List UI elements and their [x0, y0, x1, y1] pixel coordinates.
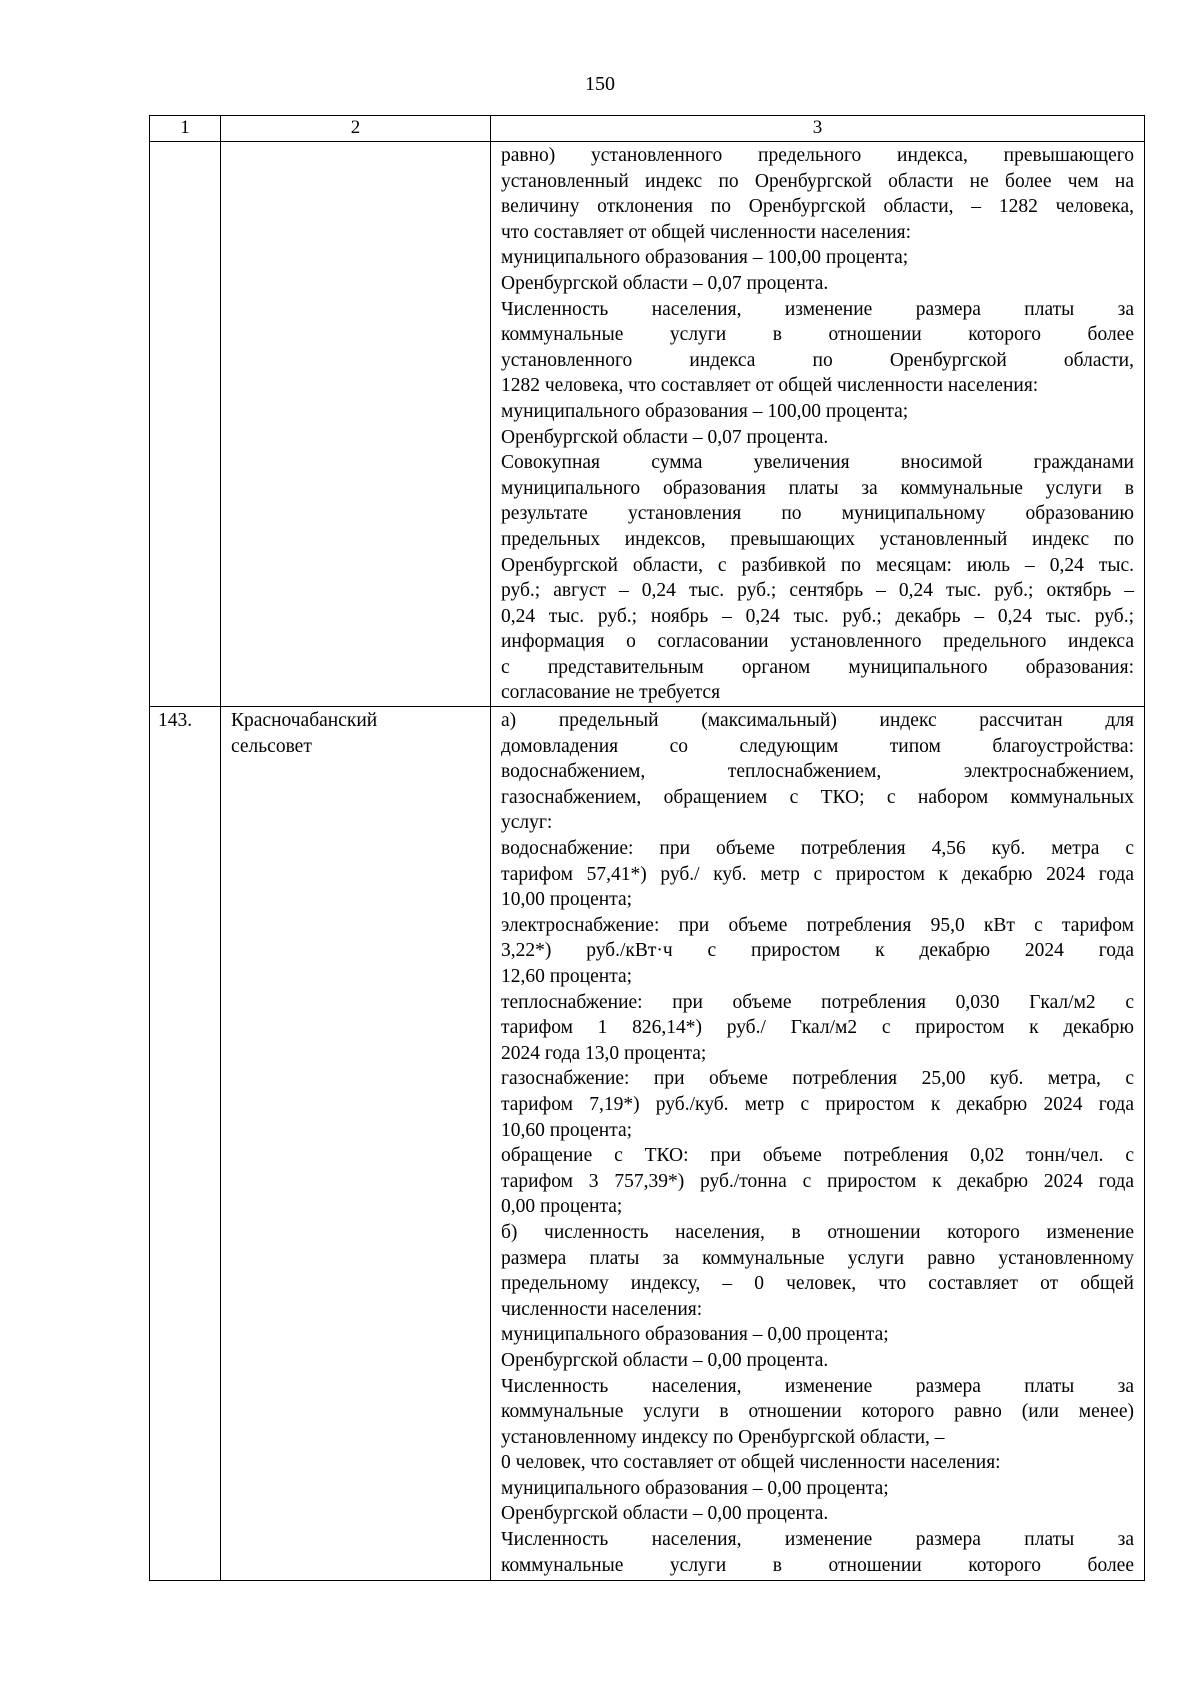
- text-line: численности населения:: [501, 1298, 703, 1320]
- text-line: 1282 человека, что составляет от общей численности населения:: [501, 375, 1039, 397]
- text-line: тарифом 7,19*) руб./куб. метр с приростом к декабрю 2024 года: [501, 1093, 1134, 1115]
- text-line: 3,22*) руб./кВт·ч с приростом к декабрю 2024 года: [501, 940, 1134, 962]
- table-row: [150, 707, 1145, 1581]
- header-cell-3: 3: [491, 116, 1145, 142]
- text-line: электроснабжение: при объеме потребления 95,0 кВт с тарифом: [501, 914, 1134, 936]
- text-line: тарифом 1 826,14*) руб./ Гкал/м2 с приростом к декабрю: [501, 1017, 1134, 1039]
- text-line: с представительным органом муниципального образования:: [501, 656, 1134, 678]
- text-line: муниципального образования – 100,00 процента;: [501, 400, 909, 422]
- text-line: установленный индекс по Оренбургской области не более чем на: [501, 170, 1134, 192]
- text-line: муниципального образования платы за коммунальные услуги в: [501, 477, 1134, 499]
- municipality-name: Красночабанский сельсовет: [231, 710, 378, 757]
- text-line: предельных индексов, превышающих установленный индекс по: [501, 528, 1134, 550]
- text-line: водоснабжением, теплоснабжением, электроснабжением,: [501, 761, 1134, 783]
- text-line: 12,60 процента;: [501, 966, 633, 987]
- text-line: 0 человек, что составляет от общей численности населения:: [501, 1452, 1001, 1474]
- text-line: муниципального образования – 0,00 процента;: [501, 1477, 889, 1499]
- text-line: Оренбургской области – 0,00 процента.: [501, 1349, 829, 1371]
- row-number: [150, 142, 220, 143]
- text-line: а) предельный (максимальный) индекс рассчитан для: [501, 710, 1134, 732]
- description-cell: [491, 707, 1145, 1581]
- text-line: Совокупная сумма увеличения вносимой гражданами: [501, 452, 1134, 474]
- text-line: теплоснабжение: при объеме потребления 0,030 Гкал/м2 с: [501, 991, 1134, 1013]
- tariff-index-table: [149, 115, 1145, 1581]
- text-line: 10,60 процента;: [501, 1119, 633, 1141]
- text-line: согласование не требуется: [501, 682, 721, 704]
- text-line: установленному индексу по Оренбургской области, –: [501, 1426, 945, 1448]
- text-line: 0,00 процента;: [501, 1196, 623, 1218]
- text-line: 10,00 процента;: [501, 889, 633, 911]
- text-line: обращение с ТКО: при объеме потребления 0,02 тонн/чел. с: [501, 1145, 1134, 1167]
- text-line: величину отклонения по Оренбургской области, – 1282 человека,: [501, 196, 1134, 218]
- description-text: [491, 707, 1144, 1578]
- text-line: б) численность населения, в отношении которого изменение: [501, 1221, 1134, 1243]
- text-line: Оренбургской области – 0,07 процента.: [501, 426, 829, 448]
- text-line: Оренбургской области – 0,07 процента.: [501, 272, 829, 294]
- municipality-name-cell: [221, 142, 491, 707]
- text-line: результате установления по муниципальному образованию: [501, 503, 1134, 525]
- text-line: газоснабжением, обращением с ТКО; с набором коммунальных: [501, 786, 1134, 808]
- text-line: газоснабжение: при объеме потребления 25,00 куб. метра, с: [501, 1068, 1134, 1090]
- text-line: водоснабжение: при объеме потребления 4,56 куб. метра с: [501, 838, 1134, 860]
- text-line: размера платы за коммунальные услуги равно установленному: [501, 1247, 1134, 1269]
- text-line: Оренбургской области – 0,00 процента.: [501, 1503, 829, 1525]
- text-line: Численность населения, изменение размера платы за: [501, 298, 1134, 320]
- page-number: 150: [585, 73, 615, 95]
- text-line: руб.; август – 0,24 тыс. руб.; сентябрь – 0,24 тыс. руб.; октябрь –: [501, 580, 1134, 602]
- description-cell: [491, 142, 1145, 707]
- text-line: коммунальные услуги в отношении которого более: [501, 324, 1134, 346]
- row-number: 143.: [158, 710, 193, 732]
- text-line: предельному индексу, – 0 человек, что составляет от общей: [501, 1273, 1134, 1295]
- text-line: Численность населения, изменение размера платы за: [501, 1529, 1134, 1551]
- text-line: муниципального образования – 100,00 процента;: [501, 247, 909, 269]
- text-line: коммунальные услуги в отношении которого равно (или менее): [501, 1401, 1134, 1423]
- text-line: услуг:: [501, 812, 553, 834]
- table-row: [150, 142, 1145, 707]
- text-line: 2024 года 13,0 процента;: [501, 1042, 707, 1064]
- text-line: домовладения со следующим типом благоустройства:: [501, 735, 1134, 757]
- table-header-row: [150, 116, 1145, 142]
- text-line: тарифом 57,41*) руб./ куб. метр с приростом к декабрю 2024 года: [501, 863, 1134, 885]
- text-line: Численность населения, изменение размера платы за: [501, 1375, 1134, 1397]
- text-line: равно) установленного предельного индекса, превышающего: [501, 145, 1134, 166]
- text-line: Оренбургской области, с разбивкой по месяцам: июль – 0,24 тыс.: [501, 554, 1134, 576]
- municipality-name-cell: [221, 707, 491, 1581]
- text-line: тарифом 3 757,39*) руб./тонна с приростом к декабрю 2024 года: [501, 1170, 1134, 1192]
- municipality-name: [221, 142, 490, 143]
- text-line: информация о согласовании установленного предельного индекса: [501, 631, 1134, 653]
- text-line: 0,24 тыс. руб.; ноябрь – 0,24 тыс. руб.; декабрь – 0,24 тыс. руб.;: [501, 605, 1134, 627]
- text-line: коммунальные услуги в отношении которого более: [501, 1554, 1134, 1576]
- row-number-cell: [150, 142, 221, 707]
- text-line: муниципального образования – 0,00 процента;: [501, 1324, 889, 1346]
- header-cell-2: 2: [221, 116, 491, 142]
- row-number-cell: [150, 707, 221, 1581]
- header-cell-1: 1: [150, 116, 221, 142]
- description-text: [491, 142, 1144, 706]
- text-line: что составляет от общей численности населения:: [501, 221, 912, 243]
- text-line: установленного индекса по Оренбургской области,: [501, 349, 1134, 371]
